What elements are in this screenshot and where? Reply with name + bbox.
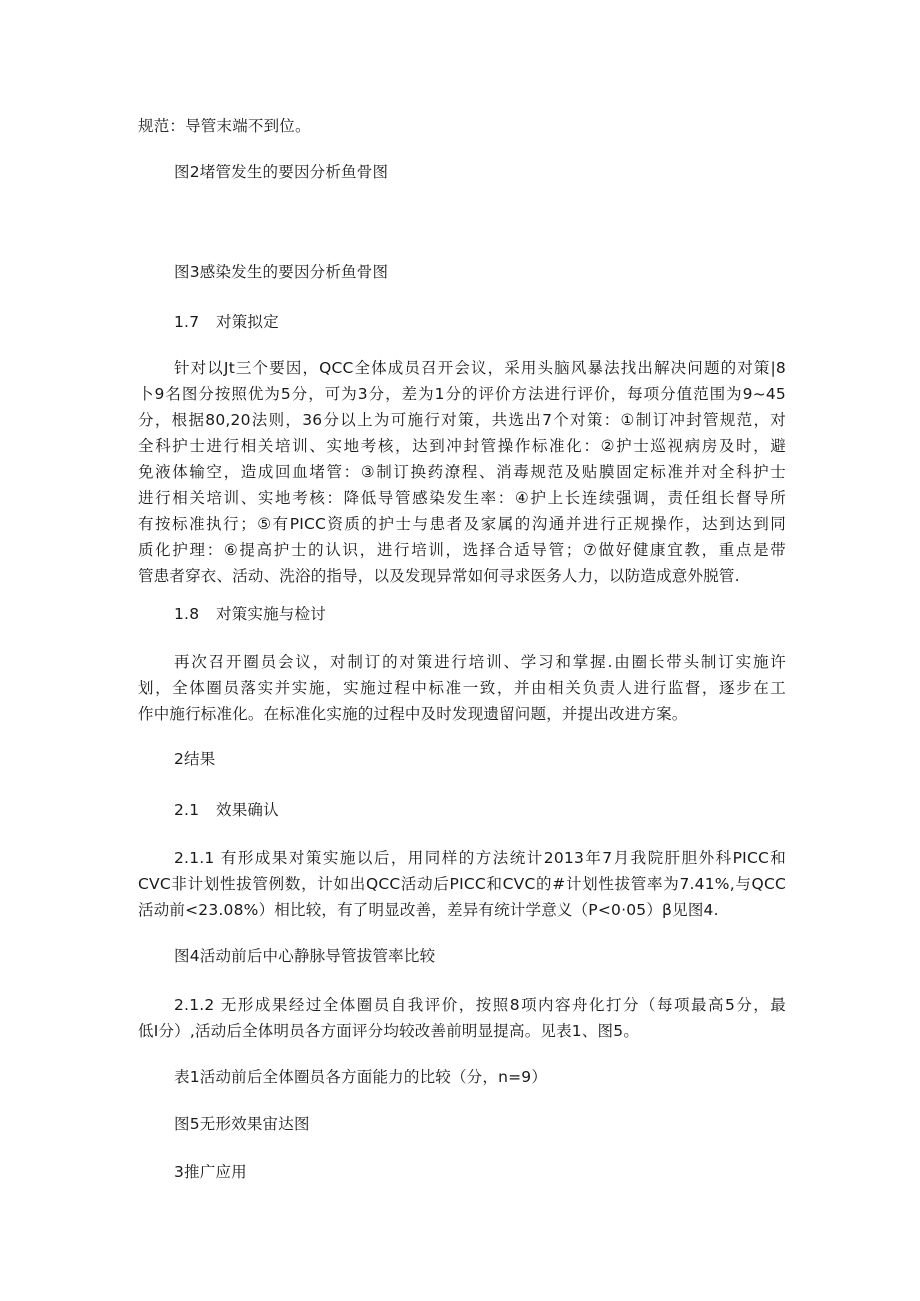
paragraph-line: 针对以Jt三个要因，QCC全体成员召开会议，采用头脑风暴法找出解决问题的对策|8 (174, 359, 786, 377)
paragraph-line: 全科护士进行相关培训、实地考核，达到冲封管操作标准化：②护士巡视病房及时，避 (138, 437, 786, 455)
paragraph-line: 划，全体圈员落实并实施，实施过程中标准一致，并由相关负责人进行监督，逐步在工 (138, 679, 786, 697)
section-title: 对策拟定 (216, 313, 279, 331)
paragraph-countermeasures (138, 358, 786, 592)
section-heading-2: 2结果 (174, 750, 216, 768)
paragraph-line: 质化护理：⑥提高护士的认识，进行培训，选择合适导管；⑦做好健康宜教，重点是带 (138, 541, 786, 559)
paragraph-line: 进行相关培训、实地考核：降低导管感染发生率：④护上长连续强调，责任组长督导所 (138, 489, 786, 507)
section-title: 对策实施与检讨 (216, 605, 326, 623)
paragraph-line: 低I分）,活动后全体明员各方面评分均较改善前明显提高。见表1、图5。 (138, 1022, 640, 1040)
text-line: 规范：导管末端不到位。 (138, 117, 311, 135)
paragraph-implementation (138, 652, 786, 730)
section-heading-3: 3推广应用 (174, 1163, 247, 1181)
paragraph-line: 作中施行标准化。在标准化实施的过程中及时发现遗留问题，并提出改进方案。 (138, 705, 688, 723)
paragraph-line: 管患者穿衣、活动、洗浴的指导，以及发现异常如何寻求医务人力，以防造成意外脱管. (138, 567, 740, 585)
section-number: 1.7 (174, 313, 200, 331)
paragraph-tangible-results (138, 848, 786, 926)
figure-caption-4: 图4活动前后中心静脉导管拔管率比较 (174, 947, 436, 965)
paragraph-line: 2.1.2 无形成果经过全体圈员自我评价，按照8项内容舟化打分（每项最高5分，最 (174, 996, 786, 1014)
figure-caption-2: 图2堵管发生的要因分析鱼骨图 (174, 163, 389, 181)
paragraph-line: CVC非计划性拔管例数，计如出QCC活动后PICC和CVC的#计划性拔管率为7.41%,与QCC (138, 875, 786, 893)
table-caption-1: 表1活动前后全体圈员各方面能力的比较（分，n=9） (174, 1068, 548, 1086)
figure-caption-5: 图5无形效果宙达图 (174, 1115, 310, 1133)
section-heading-2-1 (174, 800, 279, 820)
paragraph-line: 有按标准执行；⑤有PICC资质的护士与患者及家属的沟通并进行正规操作，达到达到同 (138, 515, 786, 533)
paragraph-line: 分，根据80,20法则，36分以上为可施行对策，共选出7个对策：①制订冲封管规范，对 (138, 411, 786, 429)
figure-caption-3: 图3感染发生的要因分析鱼骨图 (174, 263, 389, 281)
paragraph-line: 再次召开圈员会议，对制订的对策进行培训、学习和掌握.由圈长带头制订实施许 (174, 653, 786, 671)
paragraph-line: 卜9名图分按照优为5分，可为3分，差为1分的评价方法进行评价，每项分值范围为9~45 (138, 385, 786, 403)
section-number: 2.1 (174, 801, 200, 819)
section-number: 1.8 (174, 605, 200, 623)
paragraph-line: 2.1.1 有形成果对策实施以后，用同样的方法统计2013年7月我院肝胆外科PICC和 (174, 849, 786, 867)
paragraph-line: 免液体输空，造成回血堵管：③制订换药潦程、消毒规范及贴膜固定标准并对全科护士 (138, 463, 786, 481)
section-title: 效果确认 (216, 801, 279, 819)
section-heading-1-8 (174, 604, 326, 624)
paragraph-intangible-results (138, 995, 786, 1047)
section-heading-1-7 (174, 312, 279, 332)
paragraph-line: 活动前<23.08%）相比较，有了明显改善，差异有统计学意义（P<0·05）β见图4. (138, 901, 719, 919)
